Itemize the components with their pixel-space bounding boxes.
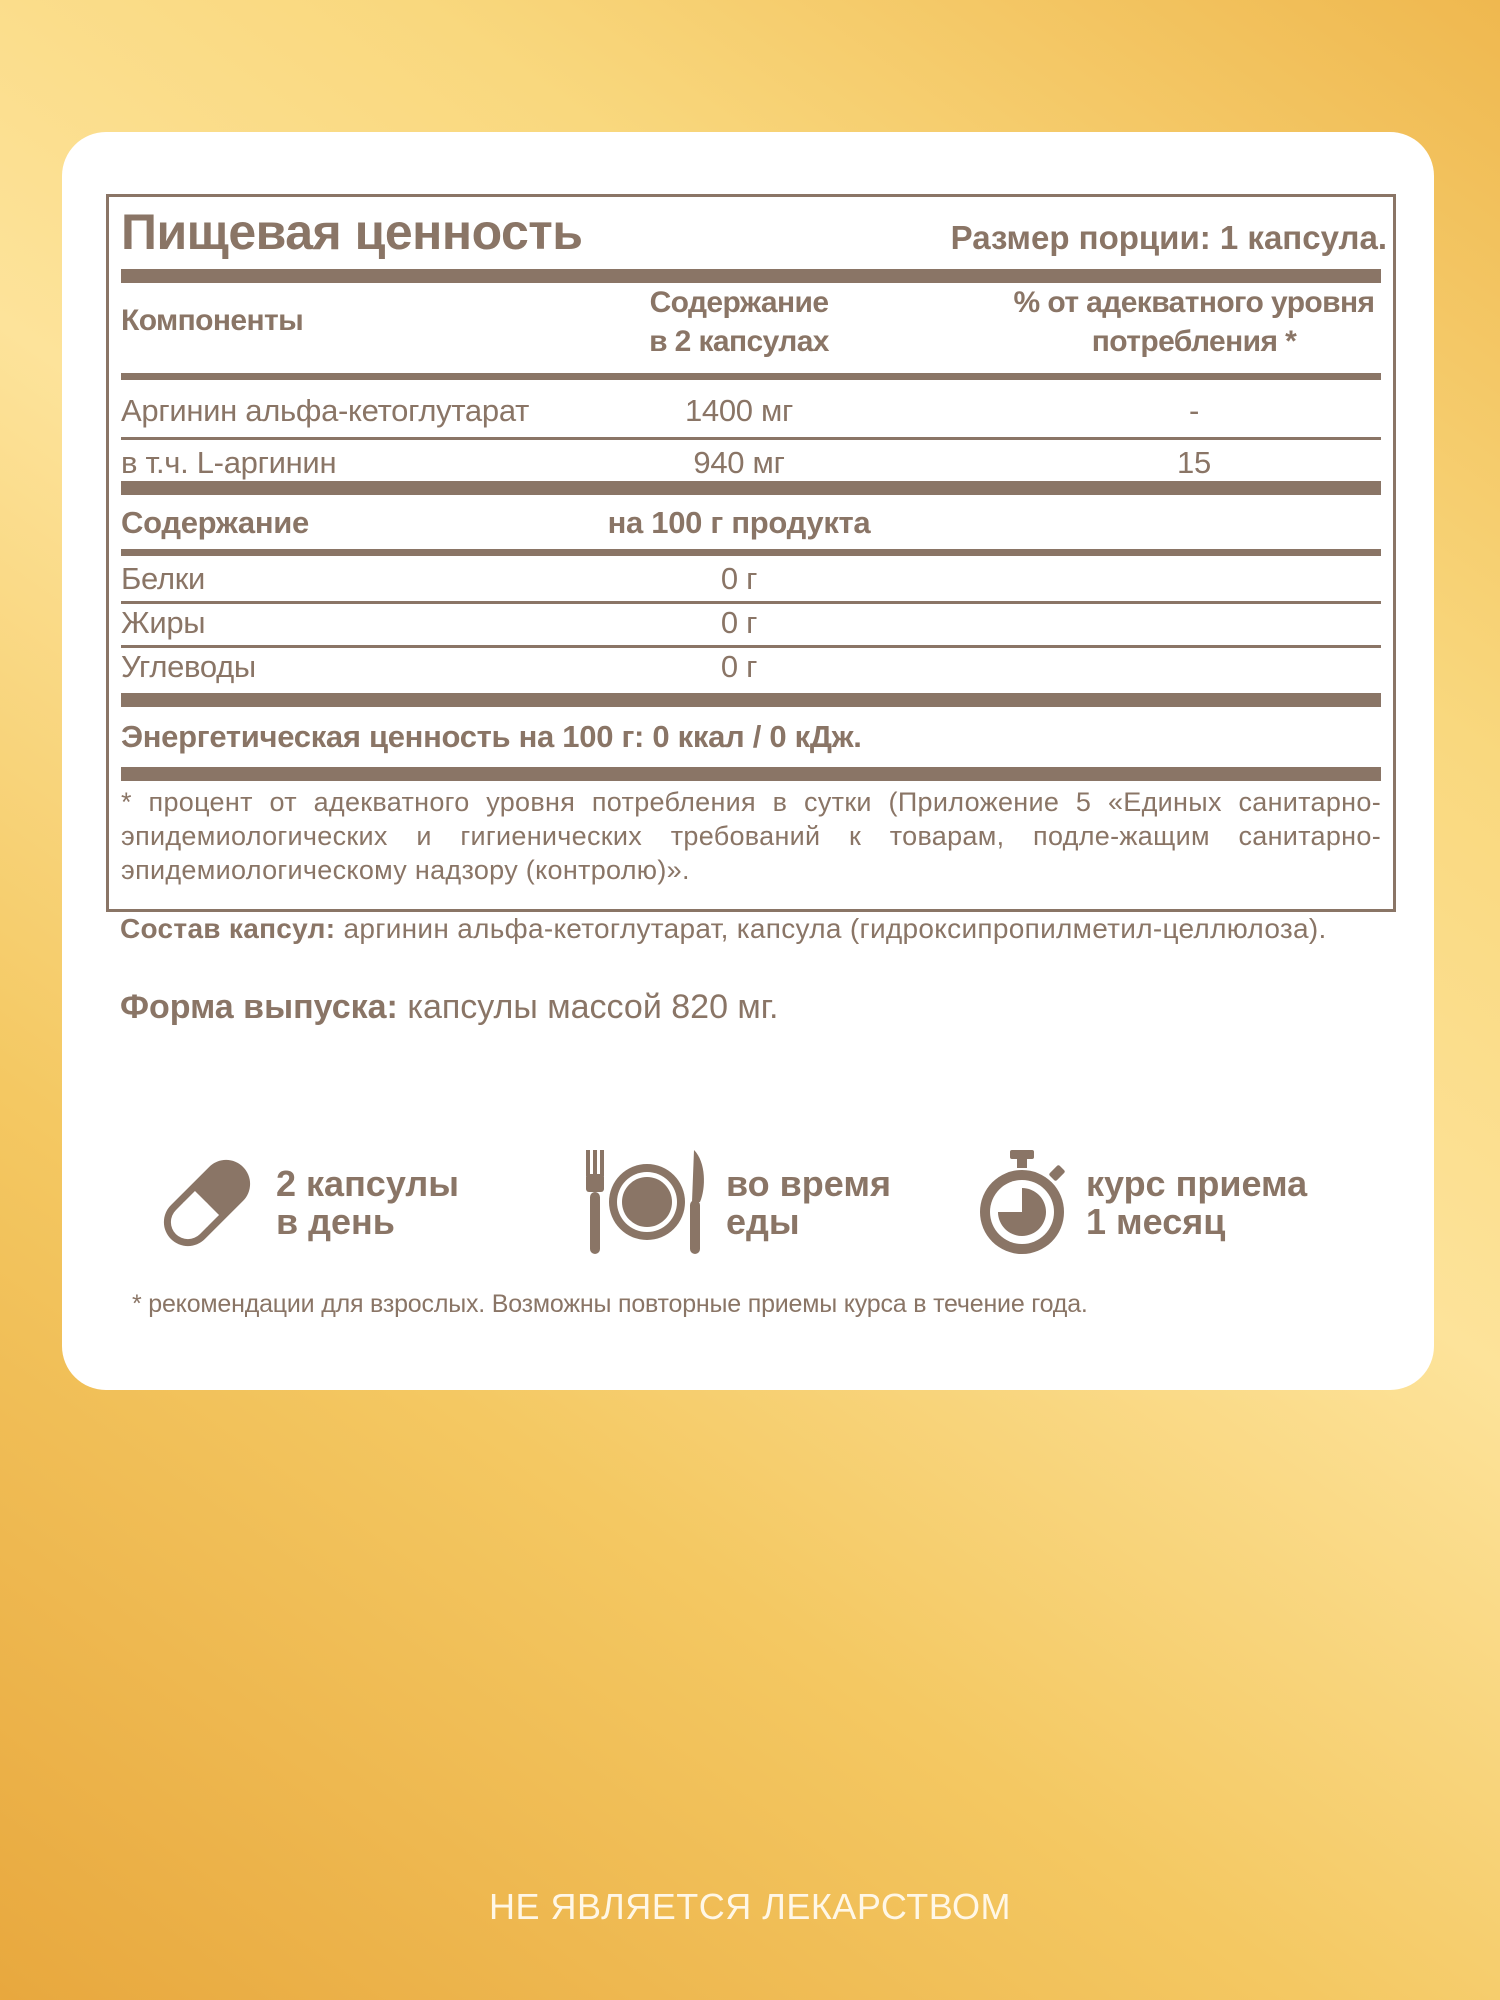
divider bbox=[121, 373, 1381, 380]
row-arginine-akg-amount: 1400 мг bbox=[684, 393, 794, 428]
row-l-arginine-percent: 15 bbox=[1177, 445, 1211, 480]
release-form bbox=[120, 988, 779, 1027]
protein-label: Белки bbox=[121, 561, 206, 596]
feature-dosage-text: 2 капсулы в день bbox=[276, 1163, 459, 1242]
row-l-arginine-amount: 940 мг bbox=[693, 445, 785, 480]
info-card bbox=[62, 132, 1434, 1390]
divider-thick bbox=[121, 767, 1381, 781]
composition-text: аргинин альфа-кетоглутарат, капсула (гидроксипропилметил-целлюлоза). bbox=[335, 913, 1327, 944]
composition-label: Состав капсул: bbox=[120, 913, 336, 944]
capsule-composition bbox=[120, 912, 1384, 946]
divider-thin bbox=[121, 437, 1381, 440]
nutrition-title: Пищевая ценность bbox=[121, 204, 583, 260]
header-content: Содержание в 2 капсулах bbox=[649, 286, 829, 358]
header-components: Компоненты bbox=[121, 304, 304, 337]
feature-course-text: курс приема 1 месяц bbox=[1086, 1163, 1308, 1242]
release-form-label: Форма выпуска: bbox=[120, 988, 398, 1026]
recommendation-note: * рекомендации для взрослых. Возможны повторные приемы курса в течение года. bbox=[132, 1290, 1088, 1318]
fat-label: Жиры bbox=[121, 605, 206, 640]
divider-thick bbox=[121, 693, 1381, 707]
feature-with-meal bbox=[582, 1148, 891, 1258]
divider-thin bbox=[121, 601, 1381, 604]
release-form-text: капсулы массой 820 мг. bbox=[397, 988, 779, 1026]
energy-value: Энергетическая ценность на 100 г: 0 ккал / 0 кДж. bbox=[121, 719, 862, 754]
carbs-label: Углеводы bbox=[121, 649, 256, 684]
plate-cutlery-icon bbox=[582, 1148, 712, 1258]
serving-size: Размер порции: 1 капсула. bbox=[950, 219, 1387, 256]
divider-thick bbox=[121, 481, 1381, 495]
feature-course bbox=[972, 1148, 1307, 1258]
daily-intake-footnote: * процент от адекватного уровня потребления в сутки (Приложение 5 «Единых санитарно-эпидемиологических и гигиенических требований к товарам, подле-жащим санитарно-эпидемиологическому надзору (контролю)». bbox=[121, 787, 1381, 885]
per100-header-value: на 100 г продукта bbox=[607, 505, 871, 540]
row-arginine-akg-percent: - bbox=[1188, 393, 1200, 428]
feature-with-meal-text: во время еды bbox=[726, 1163, 891, 1242]
header-percent: % от адекватного уровня потребления * bbox=[1013, 286, 1375, 358]
feature-dosage bbox=[152, 1148, 459, 1258]
not-a-medicine-label: НЕ ЯВЛЯЕТСЯ ЛЕКАРСТВОМ bbox=[488, 1886, 1012, 1927]
nutrition-facts-table bbox=[106, 194, 1396, 912]
row-arginine-akg-name: Аргинин альфа-кетоглутарат bbox=[121, 393, 529, 428]
stopwatch-icon bbox=[972, 1148, 1072, 1258]
protein-value: 0 г bbox=[720, 561, 758, 596]
divider bbox=[121, 549, 1381, 556]
per100-header-label: Содержание bbox=[121, 505, 309, 540]
fat-value: 0 г bbox=[720, 605, 758, 640]
carbs-value: 0 г bbox=[720, 649, 758, 684]
divider-thick bbox=[121, 269, 1381, 283]
row-l-arginine-name: в т.ч. L-аргинин bbox=[121, 445, 337, 480]
capsule-icon bbox=[152, 1148, 262, 1258]
divider-thin bbox=[121, 645, 1381, 648]
